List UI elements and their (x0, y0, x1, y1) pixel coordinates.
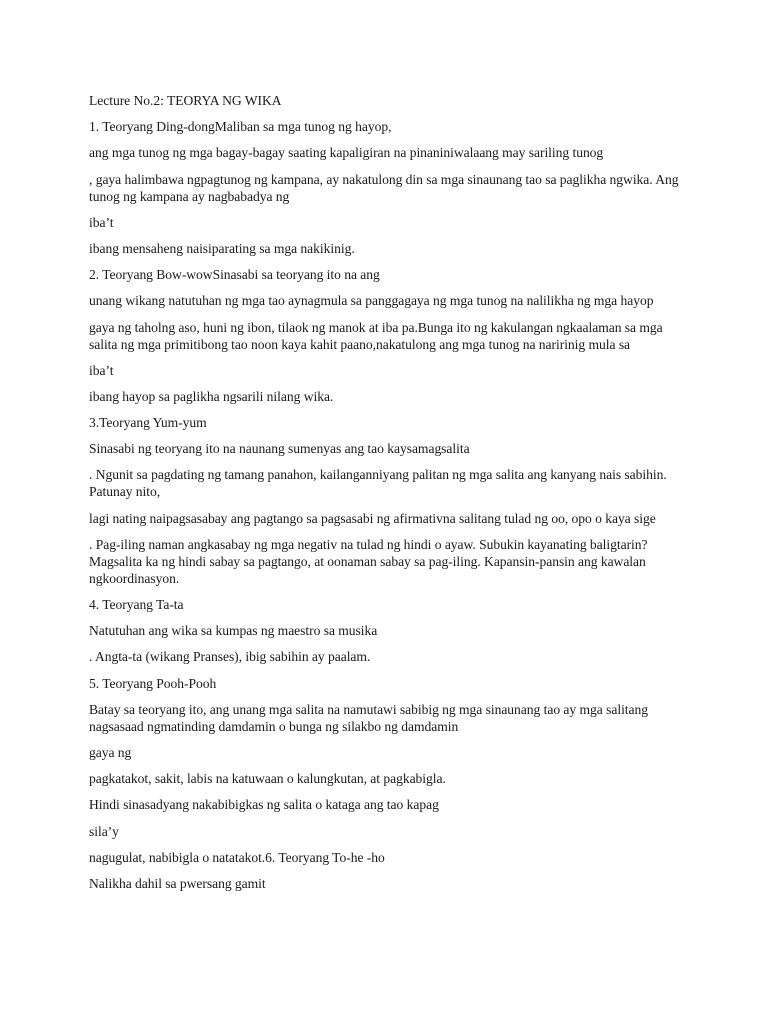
paragraph: ibang hayop sa paglikha ngsarili nilang wika. (89, 388, 334, 404)
paragraph: iba’t (89, 362, 114, 378)
paragraph: iba’t (89, 214, 114, 230)
paragraph: sila’y (89, 823, 119, 839)
paragraph: ibang mensaheng naisiparating sa mga nakikinig. (89, 240, 355, 256)
paragraph: pagkatakot, sakit, labis na katuwaan o kalungkutan, at pagkabigla. (89, 771, 446, 787)
paragraph: Nalikha dahil sa pwersang gamit (89, 875, 266, 891)
paragraph: 4. Teoryang Ta-ta (89, 597, 184, 612)
document-title: Lecture No.2: TEORYA NG WIKA (89, 93, 282, 108)
paragraph: gaya ng (89, 744, 132, 760)
paragraph: . Ngunit sa pagdating ng tamang panahon, kailanganniyang palitan ng mga salita ang kanyang nais sabihin. Patunay nito, (89, 467, 667, 500)
paragraph: nagugulat, nabibigla o natatakot.6. Teoryang To-he -ho (89, 849, 385, 865)
paragraph: Batay sa teoryang ito, ang unang mga salita na namutawi sabibig ng mga sinaunang tao ay mga salitang nagsasaad ngmatinding damdamin o bunga ng silakbo ng damdamin (89, 701, 648, 734)
document-body (89, 92, 689, 901)
paragraph: , gaya halimbawa ngpagtunog ng kampana, ay nakatulong din sa mga sinaunang tao sa paglikha ngwika. Ang tunog ng kampana ay nagbabadya ng (89, 171, 679, 204)
paragraph: Sinasabi ng teoryang ito na naunang sumenyas ang tao kaysamagsalita (89, 441, 470, 457)
paragraph: . Angta-ta (wikang Pranses), ibig sabihin ay paalam. (89, 649, 371, 665)
paragraph: ang mga tunog ng mga bagay-bagay saating kapaligiran na pinaniniwalaang may sariling tunog (89, 145, 604, 161)
paragraph: 5. Teoryang Pooh-Pooh (89, 675, 217, 691)
paragraph: lagi nating naipagsasabay ang pagtango sa pagsasabi ng afirmativna salitang tulad ng oo, opo o kaya sige (89, 510, 656, 526)
paragraph: Natutuhan ang wika sa kumpas ng maestro sa musika (89, 623, 378, 639)
paragraph: unang wikang natutuhan ng mga tao aynagmula sa panggagaya ng mga tunog na nalilikha ng mga hayop (89, 293, 654, 309)
paragraph: 3.Teoryang Yum-yum (89, 415, 207, 431)
paragraph: gaya ng taholng aso, huni ng ibon, tilaok ng manok at iba pa.Bunga ito ng kakulangan ngkaalaman sa mga salita ng mga primitibong tao noon kaya kahit paano,nakatulong ang mga tunog na naririnig mula sa (89, 319, 663, 352)
paragraph: . Pag-iling naman angkasabay ng mga negativ na tulad ng hindi o ayaw. Subukin kayanating baligtarin?Magsalita ka ng hindi sabay sa pagtango, at oonaman sabay sa pag-iling. Kapansin-pansin ang kawalan ngkoordinasyon. (89, 536, 648, 586)
paragraph: Hindi sinasadyang nakabibigkas ng salita o kataga ang tao kapag (89, 797, 439, 813)
paragraph: 1. Teoryang Ding-dongMaliban sa mga tunog ng hayop, (89, 119, 392, 135)
paragraph: 2. Teoryang Bow-wowSinasabi sa teoryang ito na ang (89, 267, 380, 283)
